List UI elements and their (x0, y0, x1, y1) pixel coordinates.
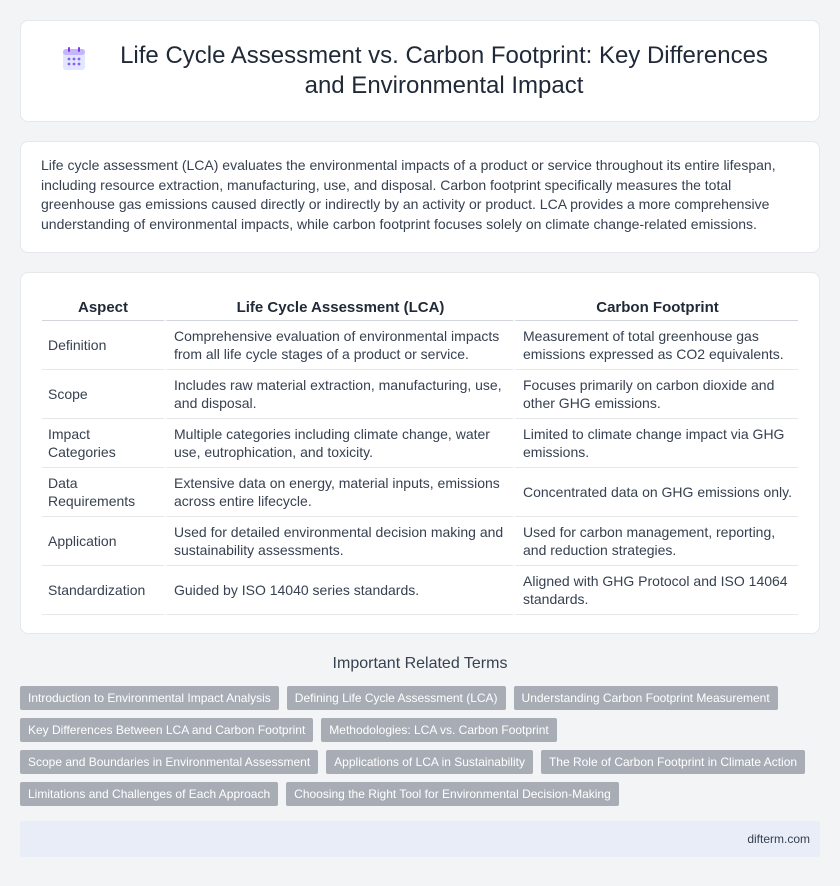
row-carbon-footprint: Aligned with GHG Protocol and ISO 14064 standards. (513, 566, 798, 615)
row-carbon-footprint: Focuses primarily on carbon dioxide and other GHG emissions. (513, 370, 798, 419)
row-aspect: Impact Categories (42, 419, 164, 468)
row-lca: Extensive data on energy, material inputs, emissions across entire lifecycle. (164, 468, 513, 517)
related-term-tag[interactable]: Introduction to Environmental Impact Analysis (20, 686, 279, 710)
intro-text: Life cycle assessment (LCA) evaluates the environmental impacts of a product or service throughout its entire lifespan, including resource extraction, manufacturing, use, and disposal. Carbon footprint specifically measures the total greenhouse gas emissions caused directly or indirectly by an activity or product. LCA provides a more comprehensive understanding of environmental impacts, while carbon footprint focuses solely on climate change-related emissions. (41, 157, 776, 232)
tag-row (20, 782, 820, 806)
related-term-tag[interactable]: Understanding Carbon Footprint Measurement (514, 686, 778, 710)
table-row (42, 321, 798, 370)
related-term-tag[interactable]: Defining Life Cycle Assessment (LCA) (287, 686, 506, 710)
related-term-tag[interactable]: Limitations and Challenges of Each Approach (20, 782, 278, 806)
related-term-tag[interactable]: Choosing the Right Tool for Environmental Decision-Making (286, 782, 619, 806)
column-header-aspect: Aspect (42, 293, 164, 321)
row-lca: Comprehensive evaluation of environmental impacts from all life cycle stages of a product or service. (164, 321, 513, 370)
related-term-tag[interactable]: The Role of Carbon Footprint in Climate Action (541, 750, 805, 774)
calendar-grid-icon (61, 46, 87, 72)
comparison-card (20, 272, 820, 634)
row-aspect: Application (42, 517, 164, 566)
row-aspect: Scope (42, 370, 164, 419)
row-carbon-footprint: Used for carbon management, reporting, and reduction strategies. (513, 517, 798, 566)
table-row (42, 566, 798, 615)
tag-row (20, 718, 820, 742)
row-lca: Used for detailed environmental decision making and sustainability assessments. (164, 517, 513, 566)
column-header-lca: Life Cycle Assessment (LCA) (164, 293, 513, 321)
table-row (42, 517, 798, 566)
row-lca: Multiple categories including climate change, water use, eutrophication, and toxicity. (164, 419, 513, 468)
footer (20, 821, 820, 857)
page-title: Life Cycle Assessment vs. Carbon Footprint: Key Differences and Environmental Impact (120, 42, 768, 99)
header-card (20, 20, 820, 122)
row-lca: Includes raw material extraction, manufacturing, use, and disposal. (164, 370, 513, 419)
related-terms-title: Important Related Terms (332, 655, 508, 672)
related-term-tag[interactable]: Methodologies: LCA vs. Carbon Footprint (321, 718, 556, 742)
row-aspect: Standardization (42, 566, 164, 615)
table-row (42, 468, 798, 517)
row-carbon-footprint: Measurement of total greenhouse gas emissions expressed as CO2 equivalents. (513, 321, 798, 370)
related-terms-list (20, 686, 820, 814)
related-term-tag[interactable]: Applications of LCA in Sustainability (326, 750, 533, 774)
row-lca: Guided by ISO 14040 series standards. (164, 566, 513, 615)
related-term-tag[interactable]: Key Differences Between LCA and Carbon Footprint (20, 718, 313, 742)
column-header-carbon-footprint: Carbon Footprint (513, 293, 798, 321)
tag-row (20, 750, 820, 774)
table-row (42, 370, 798, 419)
table-header-row (42, 293, 798, 321)
tag-row (20, 686, 820, 710)
row-aspect: Data Requirements (42, 468, 164, 517)
intro-card (20, 141, 820, 253)
row-carbon-footprint: Limited to climate change impact via GHG emissions. (513, 419, 798, 468)
comparison-table (42, 293, 798, 615)
row-carbon-footprint: Concentrated data on GHG emissions only. (513, 468, 798, 517)
row-aspect: Definition (42, 321, 164, 370)
table-row (42, 419, 798, 468)
related-term-tag[interactable]: Scope and Boundaries in Environmental Assessment (20, 750, 318, 774)
footer-site-link[interactable]: difterm.com (747, 832, 810, 846)
